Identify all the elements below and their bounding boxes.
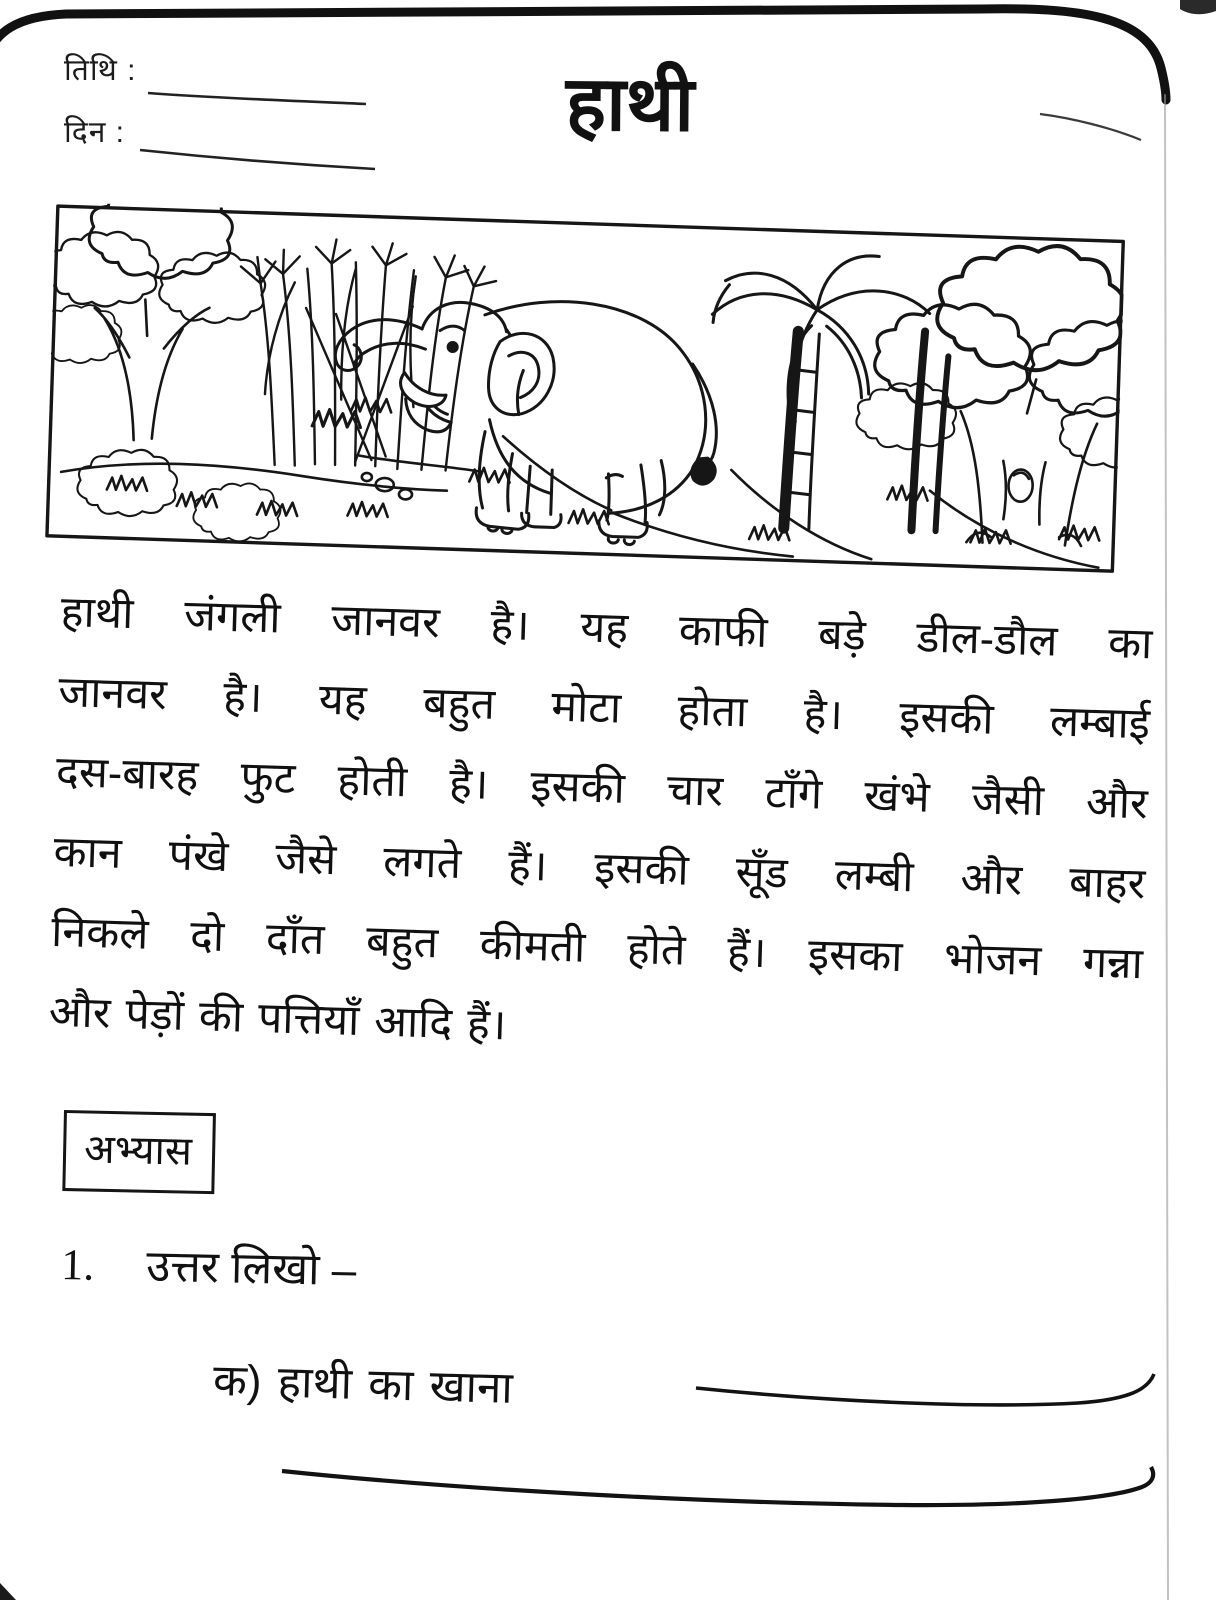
answer-line-1 bbox=[696, 1374, 1154, 1405]
question-1-number: 1. bbox=[60, 1239, 95, 1290]
passage-line: कान पंखे जैसे लगते हैं। इसकी सूँड लम्बी और बाहर bbox=[52, 827, 1146, 909]
question-1a-label: क) हाथी का खाना bbox=[212, 1355, 514, 1413]
question-1 bbox=[61, 1232, 357, 1298]
question-1-text: उत्तर लिखो – bbox=[145, 1241, 357, 1296]
exercise-heading-box bbox=[62, 1110, 215, 1194]
elephant-jungle-line-art bbox=[45, 202, 1126, 575]
day-label: दिन : bbox=[64, 116, 126, 149]
exercise-heading-label: अभ्यास bbox=[83, 1127, 193, 1174]
title-side-line bbox=[1040, 114, 1141, 140]
page-title: हाथी bbox=[565, 61, 695, 148]
day-underline bbox=[140, 150, 375, 169]
elephant-illustration bbox=[45, 202, 1126, 575]
passage-line: जानवर है। यह बहुत मोटा होता है। इसकी लम्बाई bbox=[57, 667, 1151, 749]
answer-line-2 bbox=[282, 1467, 1153, 1505]
passage-line: हाथी जंगली जानवर है। यह काफी बड़े डील-डौल का bbox=[60, 587, 1154, 669]
passage-line: दस-बारह फुट होती है। इसकी चार टाँगे खंभे जैसी और bbox=[55, 747, 1149, 829]
passage-line: और पेड़ों की पत्तियाँ आदि हैं। bbox=[48, 987, 507, 1050]
date-label: तिथि : bbox=[64, 54, 137, 87]
passage-line: निकले दो दाँत बहुत कीमती होते हैं। इसका भोजन गन्ना bbox=[50, 907, 1144, 989]
reading-passage bbox=[48, 572, 1154, 1084]
date-underline bbox=[148, 93, 366, 104]
